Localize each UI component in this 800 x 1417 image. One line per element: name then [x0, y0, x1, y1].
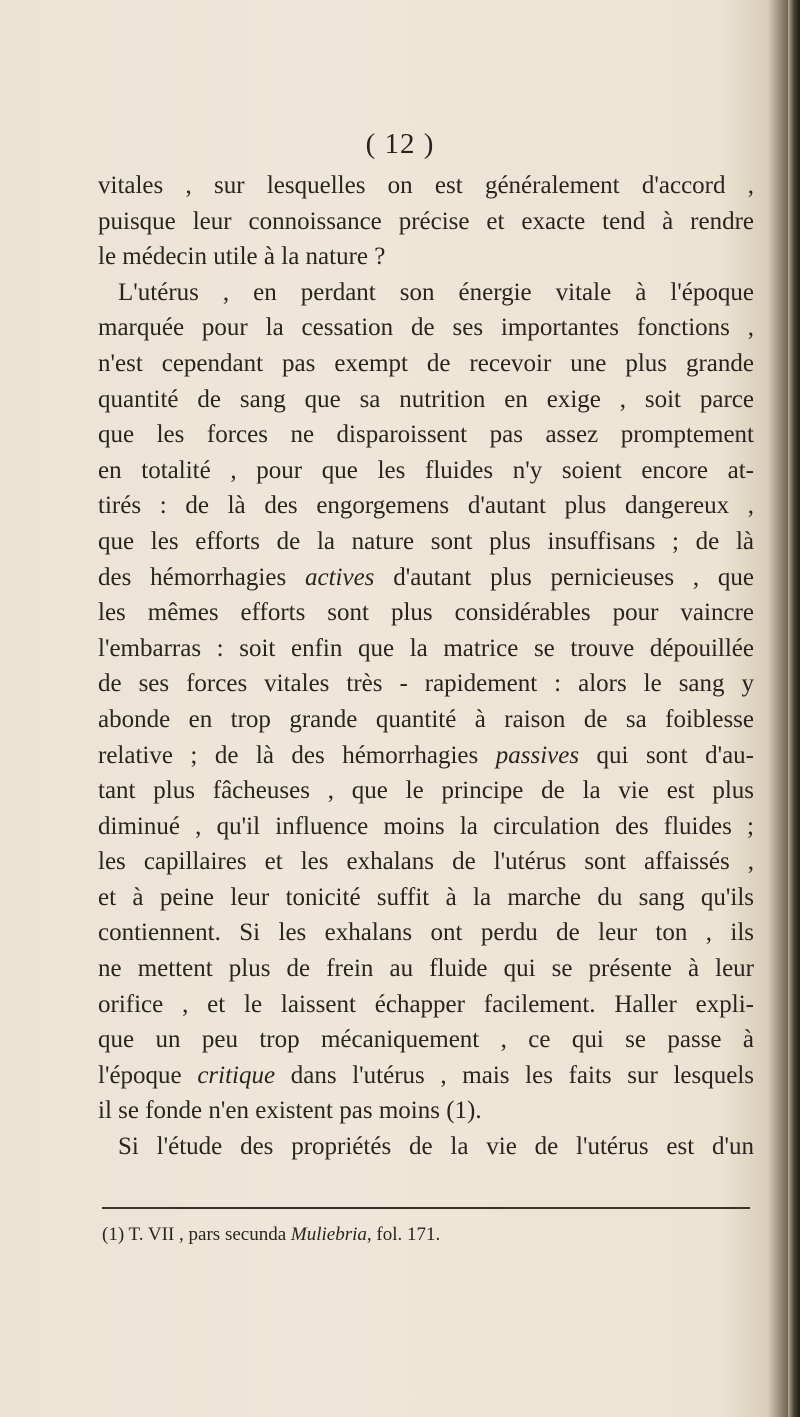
text-line: marquée pour la cessation de ses importantes fonctions , — [98, 314, 754, 342]
text-segment: qui sont d'au- — [596, 741, 755, 769]
italic-word: actives — [304, 563, 375, 591]
text-line: quantité de sang que sa nutrition en exige , soit parce — [98, 385, 754, 413]
text-line: ne mettent plus de frein au fluide qui se présente à leur — [98, 955, 754, 983]
text-line: que les efforts de la nature sont plus insuffisans ; de là — [98, 527, 754, 555]
text-line: les capillaires et les exhalans de l'utérus sont affaissés , — [98, 848, 754, 876]
text-line — [98, 1058, 754, 1094]
italic-word: passives — [495, 741, 580, 769]
text-line: il se fonde n'en existent pas moins (1). — [98, 1097, 482, 1125]
text-line: en totalité , pour que les fluides n'y soient encore at- — [98, 456, 754, 484]
footnote-title: Muliebria — [290, 1224, 367, 1245]
text-line: le médecin utile à la nature ? — [98, 243, 386, 271]
footnote — [102, 1224, 742, 1246]
text-line: tirés : de là des engorgemens d'autant plus dangereux , — [98, 492, 754, 520]
text-line: diminué , qu'il influence moins la circulation des fluides ; — [98, 812, 754, 840]
text-segment: des hémorrhagies — [98, 563, 287, 591]
text-line: vitales , sur lesquelles on est généralement d'accord , — [98, 172, 754, 199]
text-segment: l'époque — [98, 1061, 182, 1089]
text-line: L'utérus , en perdant son énergie vitale à l'époque — [118, 278, 754, 306]
text-line: que les forces ne disparoissent pas assez promptement — [98, 421, 754, 449]
footnote-text: , fol. 171. — [366, 1224, 441, 1245]
text-line: de ses forces vitales très - rapidement : alors le sang y — [98, 670, 754, 698]
text-line: abonde en trop grande quantité à raison de sa foiblesse — [98, 705, 754, 733]
page-number: ( 12 ) — [365, 128, 435, 160]
text-line — [98, 738, 754, 774]
text-line: que un peu trop mécaniquement , ce qui se passe à — [98, 1026, 754, 1054]
text-segment: dans l'utérus , mais les faits sur lesquels — [290, 1061, 755, 1089]
text-line: tant plus fâcheuses , que le principe de la vie est plus — [98, 777, 754, 805]
text-line: puisque leur connoissance précise et exacte tend à rendre — [98, 207, 754, 235]
text-line: Si l'étude des propriétés de la vie de l'utérus est d'un — [118, 1133, 754, 1161]
text-line: n'est cependant pas exempt de recevoir une plus grande — [98, 349, 754, 377]
text-segment: d'autant plus pernicieuses , que — [393, 563, 755, 591]
text-line: orifice , et le laissent échapper facilement. Haller expli- — [98, 990, 754, 1018]
text-line — [98, 560, 754, 596]
footnote-divider — [102, 1207, 750, 1209]
page-edge-shadow — [788, 0, 800, 1417]
footnote-text: (1) T. VII , pars secunda — [102, 1224, 287, 1245]
text-line: l'embarras : soit enfin que la matrice se trouve dépouillée — [98, 634, 754, 662]
text-line: contiennent. Si les exhalans ont perdu de leur ton , ils — [98, 919, 754, 947]
text-line: les mêmes efforts sont plus considérables pour vaincre — [98, 599, 754, 627]
text-segment: relative ; de là des hémorrhagies — [98, 741, 479, 769]
italic-word: critique — [197, 1061, 276, 1089]
text-line: et à peine leur tonicité suffit à la marche du sang qu'ils — [98, 883, 754, 911]
body-text — [98, 168, 754, 1165]
